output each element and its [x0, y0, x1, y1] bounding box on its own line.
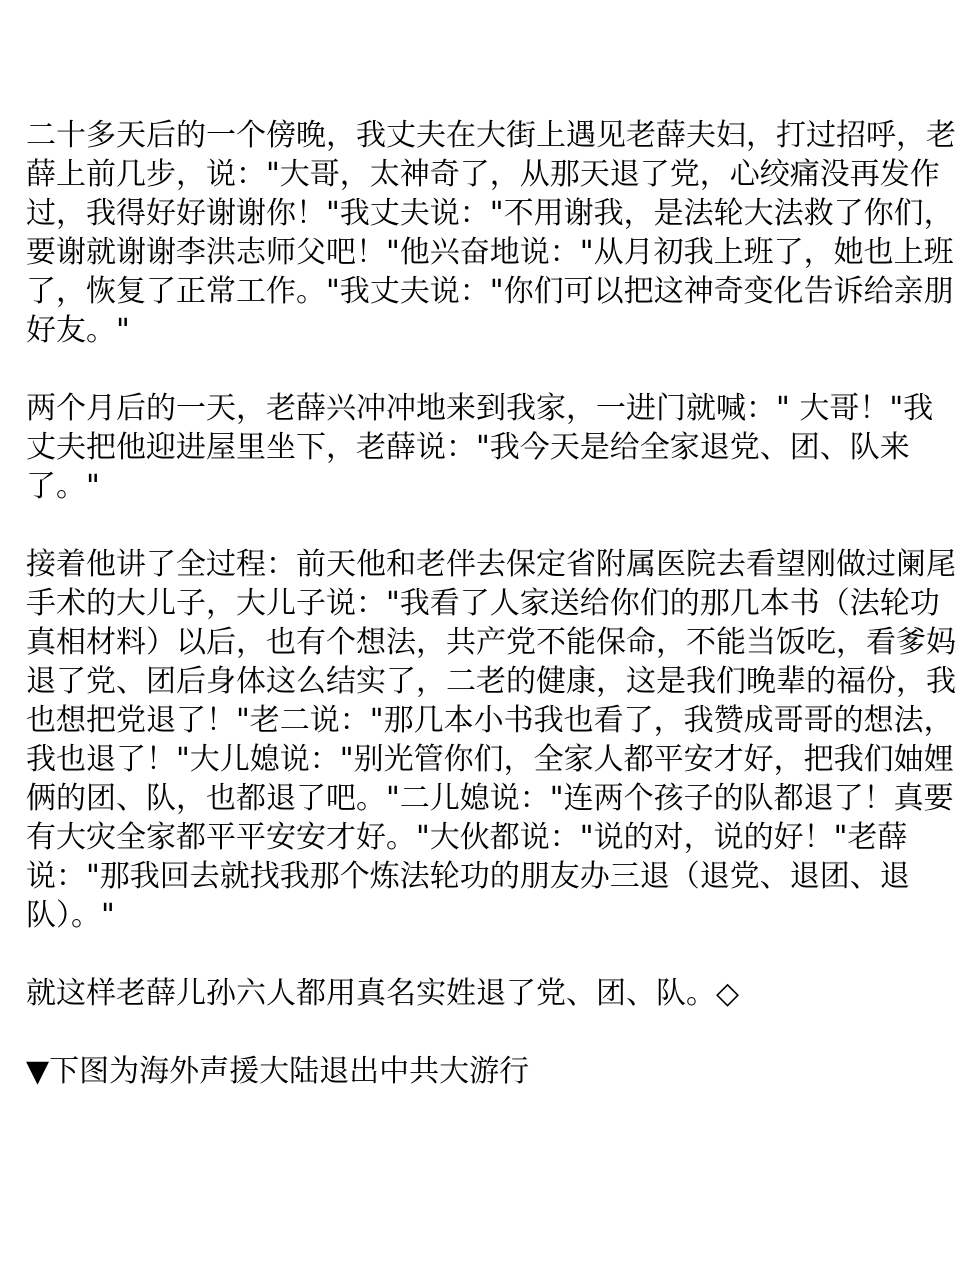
paragraph-family-story: 接着他讲了全过程：前天他和老伴去保定省附属医院去看望刚做过阑尾手术的大儿子，大儿子说："我看了人家送给你们的那几本书（法轮功真相材料）以后，也有个想法，共产党不能保命，不能当饭吃，看爹妈退了党、团后身体这么结实了，二老的健康，这是我们晚辈的福份，我也想把党退了！"老二说："那几本小书我也看了，我赞成哥哥的想法，我也退了！"大儿媳说："别光管你们，全家人都平安才好，把我们妯娌俩的团、队，也都退了吧。"二儿媳说："连两个孩子的队都退了！真要有大灾全家都平平安安才好。"大伙都说："说的对，说的好！"老薛说："那我回去就找我那个炼法轮功的朋友办三退（退党、退团、退队）。": [26, 547, 956, 933]
paragraph-visit-home: 两个月后的一天，老薛兴冲冲地来到我家，一进门就喊：" 大哥！"我丈夫把他迎进屋里坐下，老薛说："我今天是给全家退党、团、队来了。": [26, 391, 934, 504]
article-body: [26, 116, 956, 1091]
paragraph-conclusion: 就这样老薛儿孙六人都用真名实姓退了党、团、队。◇: [26, 976, 740, 1011]
paragraph-meeting-on-street: 二十多天后的一个傍晚，我丈夫在大街上遇见老薛夫妇，打过招呼，老薛上前几步，说："大哥，太神奇了，从那天退了党，心绞痛没再发作过，我得好好谢谢你！"我丈夫说："不用谢我，是法轮大法救了你们，要谢就谢谢李洪志师父吧！"他兴奋地说："从月初我上班了，她也上班了，恢复了正常工作。"我丈夫说："你们可以把这神奇变化告诉给亲朋好友。": [26, 118, 956, 348]
image-caption: ▼下图为海外声援大陆退出中共大游行: [26, 1054, 530, 1089]
